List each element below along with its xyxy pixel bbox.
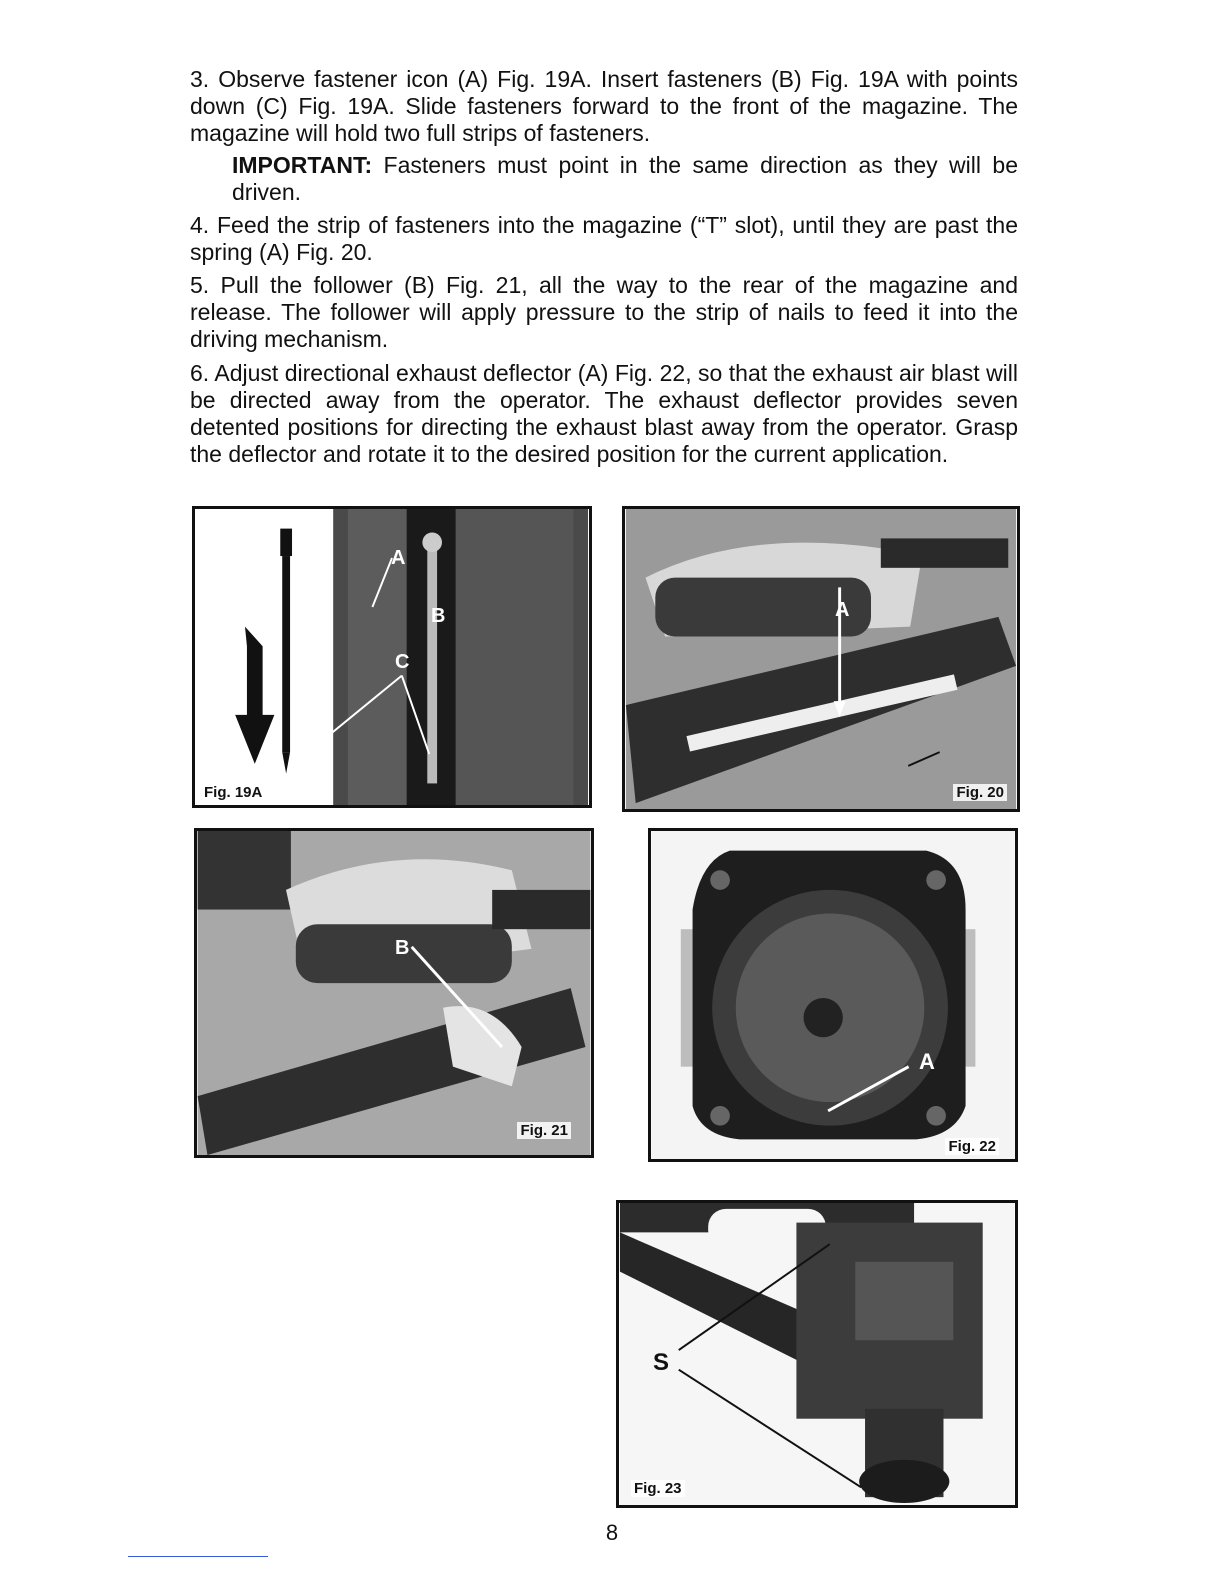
figure-23 (616, 1200, 1018, 1508)
fig-19a-callout-c: C (395, 651, 410, 673)
step-5-text: Pull the follower (B) Fig. 21, all the way to the rear of the magazine and release. The follower will apply pressure to the strip of nails to feed it into the driving mechanism. (190, 272, 1019, 352)
fig-22-illustration (651, 831, 1015, 1159)
fig-21-illustration (197, 831, 591, 1155)
step-5 (190, 272, 1018, 353)
page-number: 8 (605, 1520, 619, 1545)
important-label: IMPORTANT: (232, 152, 373, 178)
fig-19a-label: Fig. 19A (201, 784, 265, 801)
step-4-number: 4. (190, 212, 210, 238)
important-note (232, 152, 1018, 206)
figure-22 (648, 828, 1018, 1162)
step-3-text: Observe fastener icon (A) Fig. 19A. Insert fasteners (B) Fig. 19A with points down (C) Fig. 19A. Slide fasteners forward to the front of the magazine. The magazine will hold two full strips of fasteners. (190, 66, 1019, 146)
fig-21-label: Fig. 21 (517, 1122, 571, 1139)
step-5-number: 5. (190, 272, 210, 298)
step-3-number: 3. (190, 66, 210, 92)
fig-20-callout-a: A (835, 599, 850, 621)
fig-23-label: Fig. 23 (631, 1480, 685, 1497)
step-6-text: Adjust directional exhaust deflector (A) Fig. 22, so that the exhaust air blast will be directed away from the operator. The exhaust deflector provides seven detented positions for directing the exhaust blast away from the operator. Grasp the deflector and rotate it to the desired position for the current application. (190, 360, 1019, 467)
figure-20 (622, 506, 1020, 812)
step-3 (190, 66, 1018, 147)
fig-23-callout-s: S (653, 1349, 670, 1376)
step-6-number: 6. (190, 360, 210, 386)
fig-19a-callout-a: A (391, 547, 406, 569)
fig-22-callout-a: A (919, 1049, 935, 1074)
step-4 (190, 212, 1018, 266)
fig-19a-callout-b: B (431, 605, 446, 627)
step-6 (190, 360, 1018, 468)
fig-22-label: Fig. 22 (945, 1138, 999, 1155)
fig-20-label: Fig. 20 (953, 784, 1007, 801)
footer-rule (128, 1556, 268, 1557)
figure-21 (194, 828, 594, 1158)
step-4-text: Feed the strip of fasteners into the magazine (“T” slot), until they are past the spring (A) Fig. 20. (190, 212, 1018, 265)
fig-21-callout-b: B (395, 937, 410, 959)
fig-20-illustration (625, 509, 1017, 809)
figure-19a (192, 506, 592, 808)
important-text: Fasteners must point in the same direction as they will be driven. (232, 152, 1018, 205)
fig-23-illustration (619, 1203, 1015, 1505)
